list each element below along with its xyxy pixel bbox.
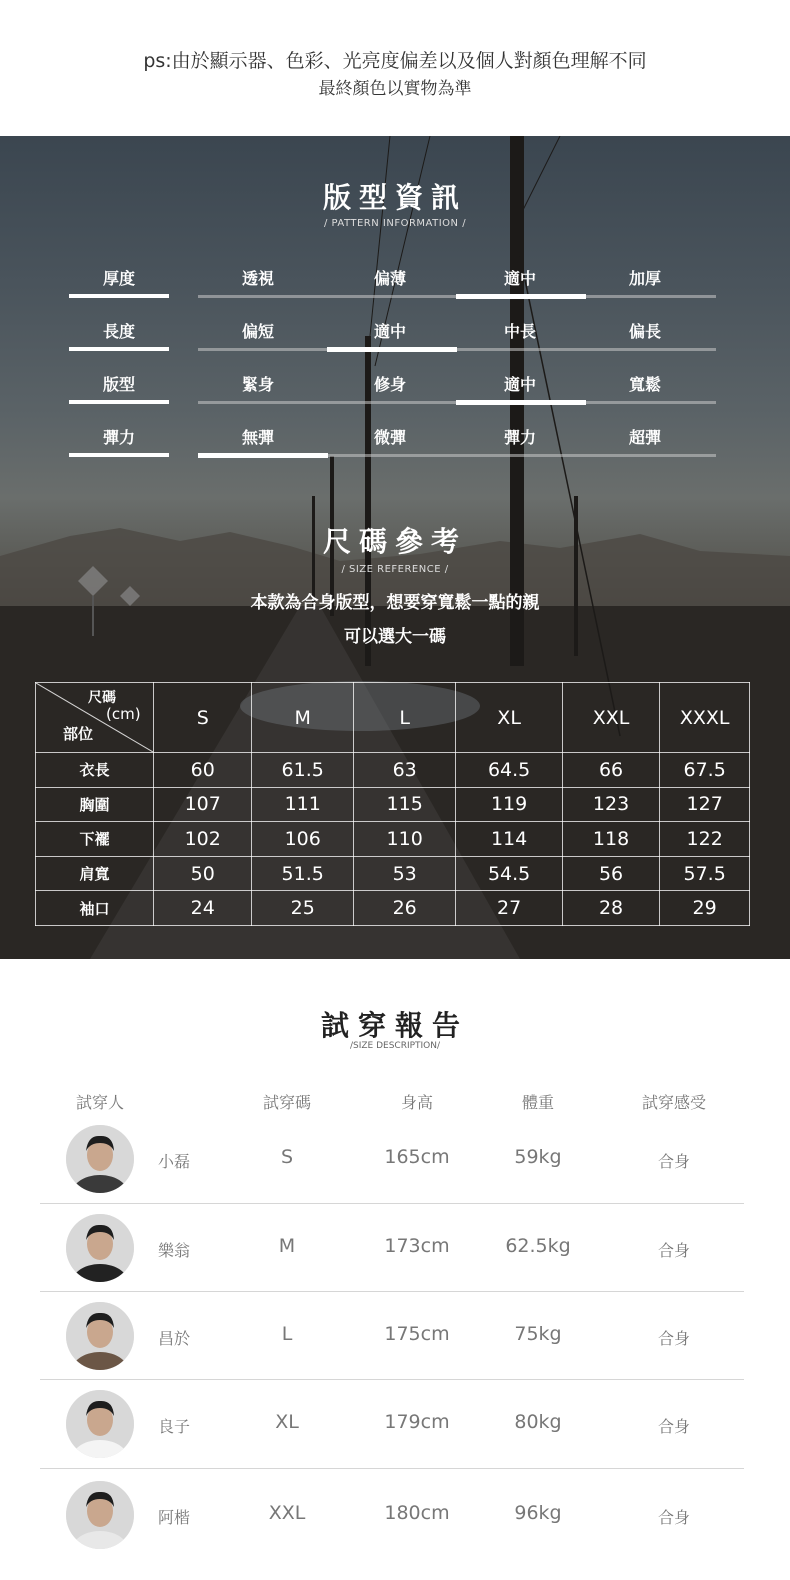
pattern-row <box>0 425 790 477</box>
size-table-row <box>36 856 750 891</box>
size-column-header: XXL <box>562 683 659 753</box>
size-value-cell: 123 <box>562 787 659 822</box>
avatar-portrait <box>66 1481 134 1549</box>
size-value-cell: 115 <box>353 787 455 822</box>
size-value-cell: 53 <box>353 856 455 891</box>
person-fit: 合身 <box>657 1241 690 1260</box>
size-value-cell: 24 <box>154 891 252 926</box>
size-row-part: 胸圍 <box>36 787 154 822</box>
size-value-cell: 67.5 <box>660 753 750 788</box>
pattern-option: 偏短 <box>241 322 274 341</box>
header-weight: 體重 <box>521 1093 554 1112</box>
size-value-cell: 102 <box>154 822 252 857</box>
size-value-cell: 54.5 <box>456 856 562 891</box>
size-value-cell: 122 <box>660 822 750 857</box>
avatar-portrait <box>66 1390 134 1458</box>
pattern-label-bar <box>69 453 169 457</box>
pattern-selected-bar <box>456 294 586 299</box>
size-row-part: 袖口 <box>36 891 154 926</box>
report-subtitle: /SIZE DESCRIPTION/ <box>349 1041 441 1051</box>
avatar <box>66 1481 134 1549</box>
pattern-option: 適中 <box>373 322 406 341</box>
corner-size-label: 尺碼 <box>88 690 116 706</box>
pattern-row-label: 版型 <box>102 375 135 394</box>
size-value-cell: 110 <box>353 822 455 857</box>
pattern-option: 加厚 <box>628 269 661 288</box>
pattern-selected-bar <box>456 400 586 405</box>
person-name: 昌於 <box>158 1329 191 1348</box>
corner-unit-label: (cm) <box>106 705 141 723</box>
pattern-option: 適中 <box>503 269 536 288</box>
pattern-option: 寬鬆 <box>628 375 661 394</box>
row-divider <box>40 1291 744 1292</box>
person-height: 179cm <box>384 1411 450 1433</box>
avatar <box>66 1125 134 1193</box>
pattern-title: 版型資訊 <box>322 181 467 214</box>
size-value-cell: 107 <box>154 787 252 822</box>
size-table-corner <box>36 683 154 753</box>
size-value-cell: 63 <box>353 753 455 788</box>
size-column-header: XXXL <box>660 683 750 753</box>
header-person: 試穿人 <box>75 1093 124 1112</box>
person-name: 樂翁 <box>158 1241 191 1260</box>
disclaimer-line-1: ps:由於顯示器、色彩、光亮度偏差以及個人對顏色理解不同 <box>143 50 647 72</box>
person-weight: 96kg <box>514 1502 562 1524</box>
person-fit: 合身 <box>657 1417 690 1436</box>
header-height: 身高 <box>400 1093 433 1112</box>
person-size: L <box>281 1323 293 1345</box>
size-intro-line-1: 本款為合身版型，想要穿寬鬆一點的親 <box>250 593 540 613</box>
person-fit: 合身 <box>657 1329 690 1348</box>
size-value-cell: 64.5 <box>456 753 562 788</box>
person-weight: 62.5kg <box>505 1235 571 1257</box>
size-value-cell: 26 <box>353 891 455 926</box>
size-row-part: 下襬 <box>36 822 154 857</box>
pattern-label-bar <box>69 347 169 351</box>
person-fit: 合身 <box>657 1152 690 1171</box>
header-feel: 試穿感受 <box>641 1093 706 1112</box>
pattern-option: 微彈 <box>373 428 406 447</box>
size-value-cell: 119 <box>456 787 562 822</box>
size-value-cell: 106 <box>252 822 353 857</box>
size-value-cell: 127 <box>660 787 750 822</box>
size-value-cell: 111 <box>252 787 353 822</box>
person-name: 阿楷 <box>158 1508 191 1527</box>
avatar <box>66 1302 134 1370</box>
avatar-portrait <box>66 1214 134 1282</box>
person-size: XL <box>275 1411 299 1433</box>
pattern-option: 偏薄 <box>373 269 406 288</box>
pattern-subtitle: / PATTERN INFORMATION / <box>323 218 467 229</box>
size-value-cell: 118 <box>562 822 659 857</box>
person-size: S <box>280 1146 294 1168</box>
report-row <box>0 1302 790 1390</box>
person-weight: 59kg <box>514 1146 562 1168</box>
size-value-cell: 114 <box>456 822 562 857</box>
pattern-selected-bar <box>198 453 328 458</box>
size-column-header: L <box>353 683 455 753</box>
size-intro-line-2: 可以選大一碼 <box>344 627 446 647</box>
person-height: 165cm <box>384 1146 450 1168</box>
person-size: XXL <box>268 1502 306 1524</box>
pattern-row <box>0 372 790 424</box>
size-title: 尺碼參考 <box>322 525 467 558</box>
person-fit: 合身 <box>657 1508 690 1527</box>
size-value-cell: 25 <box>252 891 353 926</box>
size-subtitle: / SIZE REFERENCE / <box>341 564 449 575</box>
pattern-row-label: 彈力 <box>102 428 135 447</box>
size-column-header: M <box>252 683 353 753</box>
avatar <box>66 1214 134 1282</box>
pattern-size-panel <box>0 136 790 959</box>
size-value-cell: 29 <box>660 891 750 926</box>
report-row <box>0 1125 790 1213</box>
pattern-option: 透視 <box>241 269 274 288</box>
header-size: 試穿碼 <box>262 1093 311 1112</box>
pattern-option: 緊身 <box>241 375 274 394</box>
size-value-cell: 66 <box>562 753 659 788</box>
size-column-header: S <box>154 683 252 753</box>
row-divider <box>40 1203 744 1204</box>
pattern-label-bar <box>69 400 169 404</box>
pattern-option: 修身 <box>373 375 406 394</box>
pattern-row-label: 厚度 <box>102 269 135 288</box>
pattern-option: 偏長 <box>628 322 661 341</box>
pattern-label-bar <box>69 294 169 298</box>
size-value-cell: 27 <box>456 891 562 926</box>
person-size: M <box>278 1235 296 1257</box>
avatar-portrait <box>66 1125 134 1193</box>
report-row <box>0 1481 790 1569</box>
report-title: 試穿報告 <box>320 1009 469 1042</box>
pattern-row <box>0 266 790 318</box>
person-name: 良子 <box>158 1417 191 1436</box>
size-table-row <box>36 891 750 926</box>
size-table-row <box>36 787 750 822</box>
pattern-selected-bar <box>327 347 457 352</box>
person-height: 175cm <box>384 1323 450 1345</box>
person-height: 173cm <box>384 1235 450 1257</box>
pattern-option: 彈力 <box>503 428 536 447</box>
size-value-cell: 61.5 <box>252 753 353 788</box>
size-value-cell: 50 <box>154 856 252 891</box>
size-value-cell: 57.5 <box>660 856 750 891</box>
pattern-row <box>0 319 790 371</box>
size-row-part: 衣長 <box>36 753 154 788</box>
size-table-row <box>36 753 750 788</box>
size-value-cell: 51.5 <box>252 856 353 891</box>
pattern-scale-track <box>198 348 716 351</box>
pattern-option: 適中 <box>503 375 536 394</box>
person-height: 180cm <box>384 1502 450 1524</box>
corner-part-label: 部位 <box>63 725 94 743</box>
avatar <box>66 1390 134 1458</box>
size-table <box>35 682 750 926</box>
person-weight: 75kg <box>514 1323 562 1345</box>
report-row <box>0 1214 790 1302</box>
disclaimer-line-2: 最終顏色以實物為準 <box>318 79 472 99</box>
report-row <box>0 1390 790 1478</box>
pattern-option: 中長 <box>503 322 536 341</box>
size-value-cell: 56 <box>562 856 659 891</box>
row-divider <box>40 1379 744 1380</box>
size-value-cell: 28 <box>562 891 659 926</box>
person-weight: 80kg <box>514 1411 562 1433</box>
size-table-row <box>36 822 750 857</box>
row-divider <box>40 1468 744 1469</box>
pattern-option: 無彈 <box>241 428 274 447</box>
size-column-header: XL <box>456 683 562 753</box>
color-disclaimer <box>0 0 790 136</box>
size-row-part: 肩寬 <box>36 856 154 891</box>
person-name: 小磊 <box>158 1152 191 1171</box>
pattern-option: 超彈 <box>628 428 661 447</box>
pattern-row-label: 長度 <box>102 322 135 341</box>
size-value-cell: 60 <box>154 753 252 788</box>
avatar-portrait <box>66 1302 134 1370</box>
